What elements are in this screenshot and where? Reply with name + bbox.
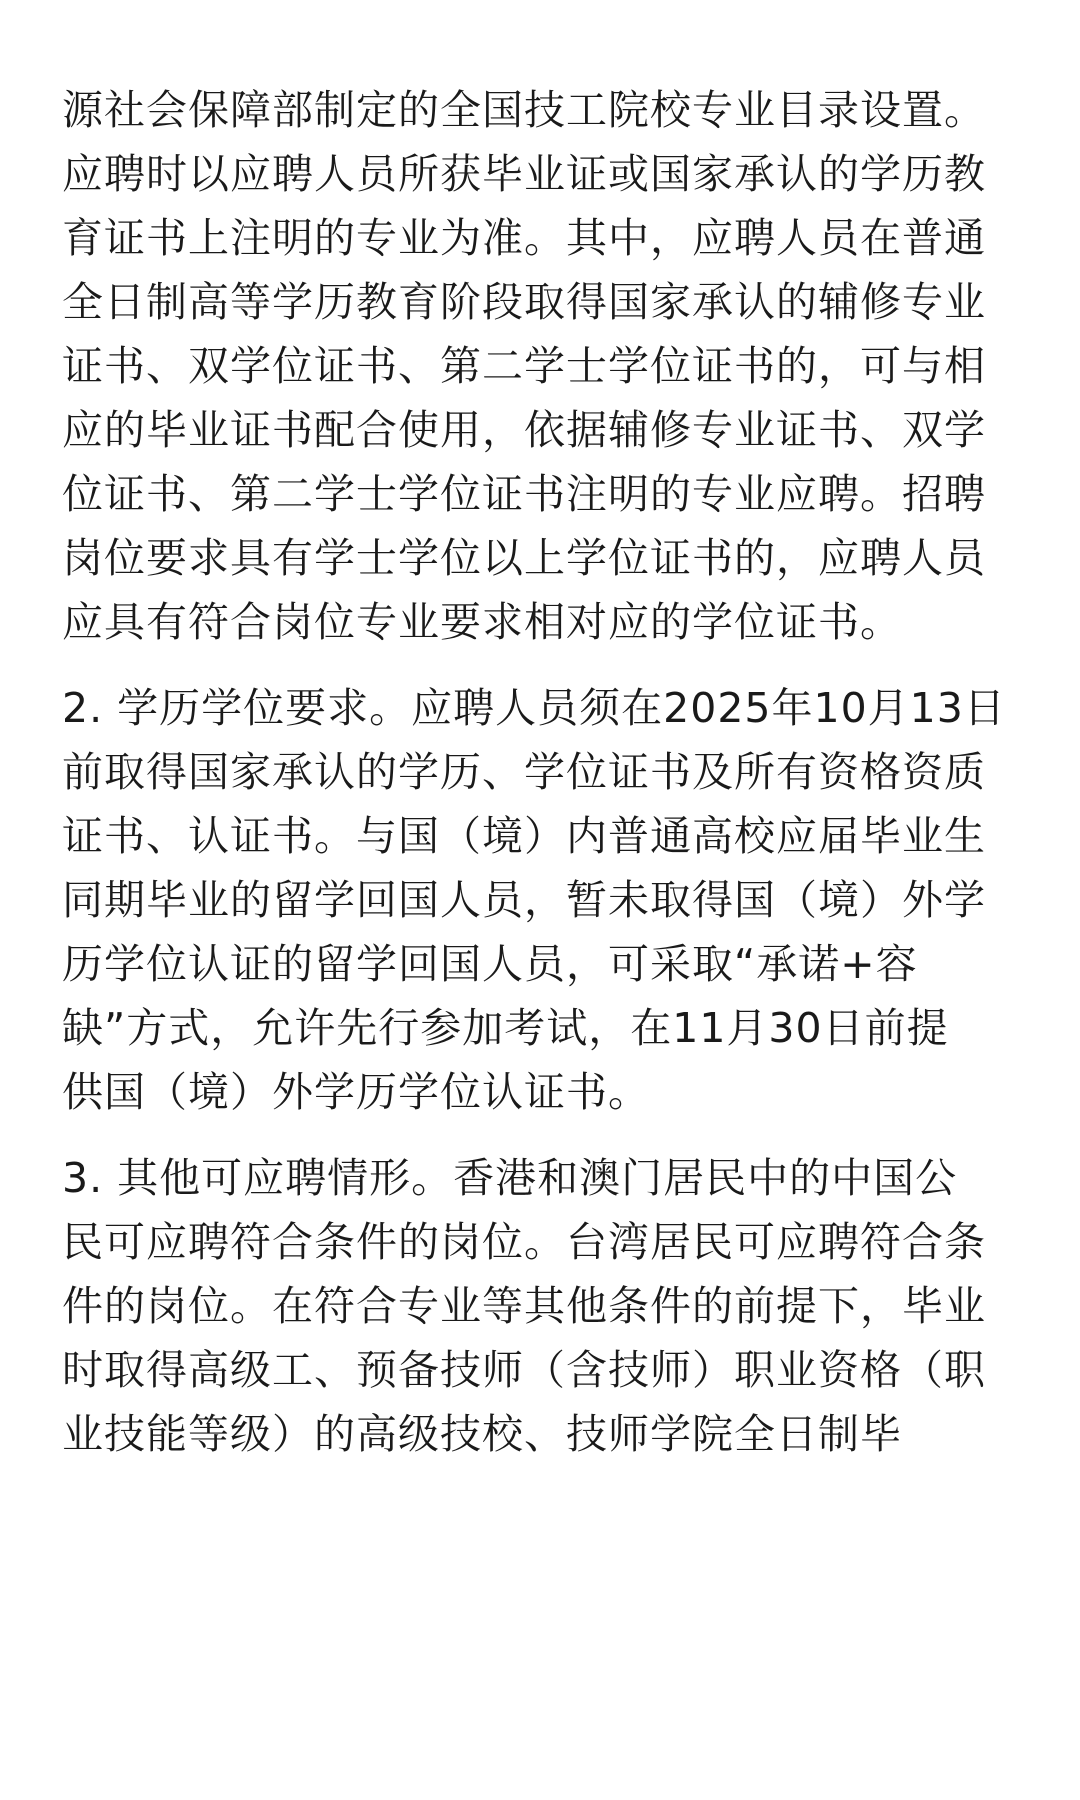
text-line: 2. 学历学位要求。应聘人员须在2025年10月13日 xyxy=(62,684,1006,732)
text-line: 源社会保障部制定的全国技工院校专业目录设置。 xyxy=(62,86,986,134)
text-line: 供国（境）外学历学位认证书。 xyxy=(62,1068,650,1116)
text-line: 育证书上注明的专业为准。其中，应聘人员在普通 xyxy=(62,214,986,262)
paragraph-degree-requirements xyxy=(62,676,1032,1124)
text-line: 岗位要求具有学士学位以上学位证书的，应聘人员 xyxy=(62,534,986,582)
text-line: 民可应聘符合条件的岗位。台湾居民可应聘符合条 xyxy=(62,1218,986,1266)
text-line: 时取得高级工、预备技师（含技师）职业资格（职 xyxy=(62,1346,986,1394)
text-line: 应的毕业证书配合使用，依据辅修专业证书、双学 xyxy=(62,406,986,454)
text-line: 业技能等级）的高级技校、技师学院全日制毕 xyxy=(62,1410,902,1458)
paragraph-major-requirements xyxy=(62,78,1032,654)
text-line: 件的岗位。在符合专业等其他条件的前提下，毕业 xyxy=(62,1282,986,1330)
text-line: 全日制高等学历教育阶段取得国家承认的辅修专业 xyxy=(62,278,986,326)
paragraph-other-eligibility xyxy=(62,1146,1032,1466)
text-line: 3. 其他可应聘情形。香港和澳门居民中的中国公 xyxy=(62,1154,958,1202)
text-line: 证书、认证书。与国（境）内普通高校应届毕业生 xyxy=(62,812,986,860)
text-line: 证书、双学位证书、第二学士学位证书的，可与相 xyxy=(62,342,986,390)
text-line: 应具有符合岗位专业要求相对应的学位证书。 xyxy=(62,598,902,646)
text-line: 位证书、第二学士学位证书注明的专业应聘。招聘 xyxy=(62,470,986,518)
text-line: 同期毕业的留学回国人员，暂未取得国（境）外学 xyxy=(62,876,986,924)
text-line: 缺”方式，允许先行参加考试，在11月30日前提 xyxy=(62,1004,949,1052)
text-line: 应聘时以应聘人员所获毕业证或国家承认的学历教 xyxy=(62,150,986,198)
text-line: 历学位认证的留学回国人员，可采取“承诺+容 xyxy=(62,940,918,988)
text-line: 前取得国家承认的学历、学位证书及所有资格资质 xyxy=(62,748,986,796)
article-body xyxy=(62,78,1032,1466)
